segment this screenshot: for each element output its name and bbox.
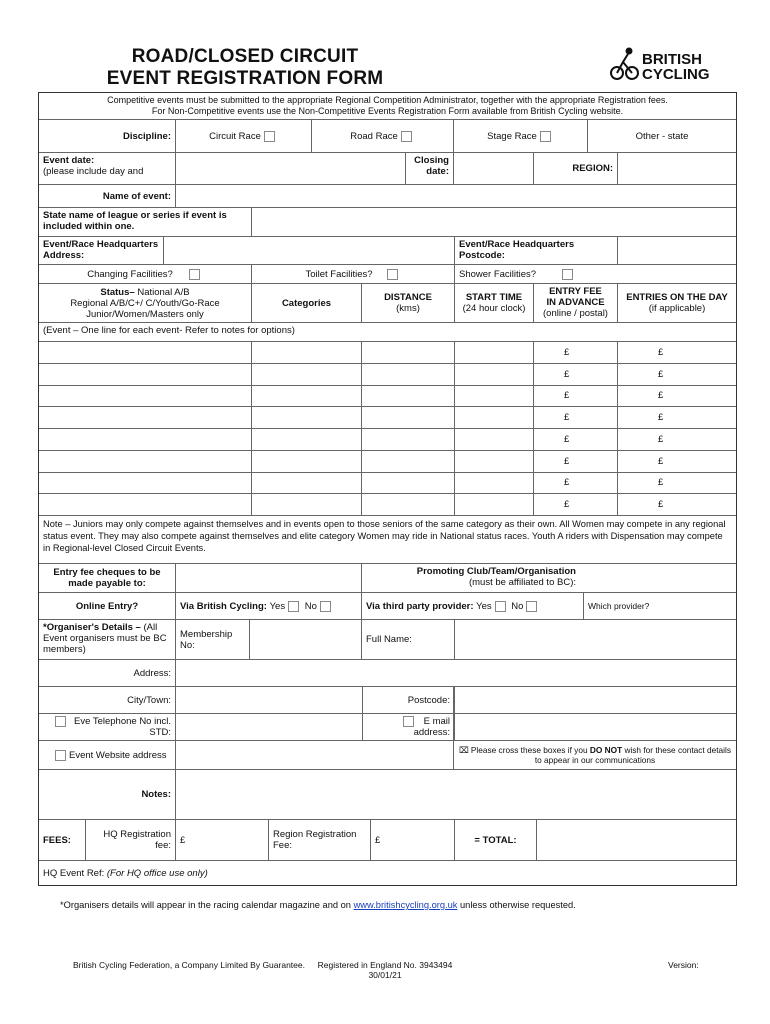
cross-box-icon: ⌧ xyxy=(459,745,469,755)
via-third-yes-label: Yes xyxy=(476,600,492,612)
stage-race-option[interactable] xyxy=(454,120,588,152)
organiser-label xyxy=(39,620,176,659)
junior-women-note: Note – Juniors may only compete against themselves and in events open to those seniors of the same category as their own. All Women may compete in any regional status event. They may also compete against themselves and elite category Women may ride in National status races. Youth A riders with Dispensation may compete in Regional-level Closed Circuit Events. xyxy=(43,519,726,553)
status-input[interactable] xyxy=(39,473,252,494)
entries-day-title: ENTRIES ON THE DAY xyxy=(626,292,728,303)
organiser-hint: (All Event organisers must be BC members) xyxy=(43,622,167,655)
hq-ref-sub: (For HQ office use only) xyxy=(106,867,208,879)
title-line-1: ROAD/CLOSED CIRCUIT xyxy=(131,46,359,67)
logo-text-1: BRITISH xyxy=(642,51,702,68)
events-table-header xyxy=(39,284,736,323)
via-bc-yes-label: Yes xyxy=(269,600,286,612)
membership-label: Membership No: xyxy=(176,620,250,659)
table-row xyxy=(39,451,736,473)
form-title xyxy=(60,46,430,90)
start-time-unit: (24 hour clock) xyxy=(462,303,526,314)
website-checkbox[interactable] xyxy=(55,750,66,761)
league-label: State name of league or series if event is included within one. xyxy=(39,208,252,236)
cyclist-icon xyxy=(611,49,638,80)
entries-day-input[interactable]: £ xyxy=(658,499,664,511)
status-title: Status– xyxy=(100,287,135,298)
status-input[interactable] xyxy=(39,494,252,515)
entries-day-input[interactable]: £ xyxy=(658,477,664,489)
organiser-row xyxy=(39,620,736,660)
closing-date-input[interactable] xyxy=(454,153,534,184)
email-label xyxy=(362,714,455,740)
full-name-input[interactable] xyxy=(455,620,736,659)
table-row xyxy=(39,386,736,408)
categories-input[interactable] xyxy=(252,429,362,450)
via-bc-option xyxy=(176,593,362,619)
promoting-club-field[interactable] xyxy=(362,564,736,592)
entry-fee-header xyxy=(534,284,618,322)
which-provider-field[interactable]: Which provider? xyxy=(588,600,650,611)
via-bc-no-checkbox[interactable] xyxy=(320,601,331,612)
start-time-input[interactable] xyxy=(455,494,534,515)
toilet-facilities-option[interactable] xyxy=(252,265,455,283)
distance-unit: (kms) xyxy=(396,303,420,314)
start-time-input[interactable] xyxy=(455,429,534,450)
footer-version: Version: xyxy=(668,960,699,970)
changing-facilities-label: Changing Facilities? xyxy=(87,268,173,280)
cheques-row xyxy=(39,564,736,593)
event-date-row xyxy=(39,153,736,185)
table-row xyxy=(39,407,736,429)
start-time-input[interactable] xyxy=(455,451,534,472)
phone-checkbox[interactable] xyxy=(55,716,66,727)
distance-input[interactable] xyxy=(362,451,455,472)
online-entry-row xyxy=(39,593,736,620)
online-entry-label: Online Entry? xyxy=(39,593,176,619)
fees-row xyxy=(39,820,736,861)
distance-title: DISTANCE xyxy=(384,292,432,303)
table-row xyxy=(39,342,736,364)
email-checkbox[interactable] xyxy=(403,716,414,727)
email-input[interactable] xyxy=(455,714,736,740)
discipline-row xyxy=(39,120,736,153)
entry-fee-input[interactable]: £ xyxy=(534,386,618,407)
categories-header: Categories xyxy=(252,284,362,322)
categories-input[interactable] xyxy=(252,342,362,363)
events-note-row xyxy=(39,323,736,342)
discipline-label: Discipline: xyxy=(39,120,176,152)
categories-input[interactable] xyxy=(252,473,362,494)
hq-ref-label: HQ Event Ref: xyxy=(43,867,105,879)
categories-input[interactable] xyxy=(252,494,362,515)
entry-fee-input[interactable]: £ xyxy=(534,451,618,472)
event-name-label: Name of event: xyxy=(39,185,176,207)
categories-input[interactable] xyxy=(252,364,362,385)
event-date-hint: (please include day and xyxy=(43,166,144,177)
british-cycling-link[interactable]: www.britishcycling.org.uk xyxy=(353,900,458,910)
address-input[interactable] xyxy=(176,660,736,686)
email-label-text: E mail address: xyxy=(413,716,450,738)
start-time-input[interactable] xyxy=(455,342,534,363)
entry-fee-input[interactable]: £ xyxy=(534,342,618,363)
entry-fee-input[interactable]: £ xyxy=(534,494,618,515)
region-fee-input[interactable] xyxy=(371,820,455,860)
intro-line-2: For Non-Competitive events use the Non-Competitive Events Registration Form available from British Cycling website. xyxy=(151,106,624,116)
footnote xyxy=(60,900,576,910)
membership-input[interactable] xyxy=(250,620,362,659)
entry-fee-line-1: ENTRY FEE xyxy=(549,286,602,297)
league-input[interactable] xyxy=(252,208,736,236)
closing-date-word: date: xyxy=(426,166,449,177)
start-time-input[interactable] xyxy=(455,407,534,428)
status-input[interactable] xyxy=(39,364,252,385)
status-input[interactable] xyxy=(39,407,252,428)
footer-company: British Cycling Federation, a Company Limited By Guarantee. xyxy=(73,960,305,970)
distance-header xyxy=(362,284,455,322)
start-time-input[interactable] xyxy=(455,473,534,494)
note-row xyxy=(39,516,736,564)
changing-facilities-checkbox[interactable] xyxy=(189,269,200,280)
cheques-payee-input[interactable] xyxy=(176,564,362,592)
notes-input[interactable] xyxy=(176,770,736,819)
address-label: Address: xyxy=(39,660,176,686)
notes-row xyxy=(39,770,736,820)
notes-label: Notes: xyxy=(39,770,176,819)
circuit-race-checkbox[interactable] xyxy=(264,131,275,142)
start-time-input[interactable] xyxy=(455,364,534,385)
phone-label xyxy=(39,714,176,740)
league-row xyxy=(39,208,736,237)
entry-fee-input[interactable]: £ xyxy=(534,407,618,428)
categories-input[interactable] xyxy=(252,386,362,407)
footer-date: 30/01/21 xyxy=(368,970,402,980)
footnote-pre: *Organisers details will appear in the racing calendar magazine and on xyxy=(60,900,351,910)
start-time-header xyxy=(455,284,534,322)
hq-fee-input[interactable] xyxy=(176,820,269,860)
entries-day-header xyxy=(618,284,736,322)
entries-day-input[interactable]: £ xyxy=(658,433,664,445)
distance-input[interactable] xyxy=(362,364,455,385)
phone-row xyxy=(39,714,736,741)
distance-input[interactable] xyxy=(362,342,455,363)
title-line-2: EVENT REGISTRATION FORM xyxy=(106,68,384,89)
via-third-option xyxy=(362,593,584,619)
toilet-facilities-label: Toilet Facilities? xyxy=(305,268,373,280)
footer-registered-text: Registered in England No. 3943494 xyxy=(317,960,453,970)
road-race-option[interactable] xyxy=(312,120,454,152)
event-date-label xyxy=(39,153,176,184)
shower-facilities-checkbox[interactable] xyxy=(562,269,573,280)
toilet-facilities-checkbox[interactable] xyxy=(387,269,398,280)
start-time-input[interactable] xyxy=(455,386,534,407)
status-input[interactable] xyxy=(39,429,252,450)
events-note: (Event – One line for each event- Refer to notes for options) xyxy=(43,325,295,336)
entries-day-input[interactable]: £ xyxy=(658,368,664,380)
distance-input[interactable] xyxy=(362,407,455,428)
fees-label: FEES: xyxy=(39,820,86,860)
hq-postcode-input[interactable] xyxy=(618,237,736,264)
entries-day-sub: (if applicable) xyxy=(648,303,706,314)
categories-input[interactable] xyxy=(252,407,362,428)
entries-day-input[interactable]: £ xyxy=(658,412,664,424)
entries-day-input[interactable]: £ xyxy=(658,346,664,358)
via-bc-label: Via British Cycling: xyxy=(180,600,267,612)
distance-input[interactable] xyxy=(362,494,455,515)
closing-label: Closing xyxy=(414,155,449,166)
city-label: City/Town: xyxy=(39,687,176,713)
road-race-label: Road Race xyxy=(350,130,398,142)
entry-fee-line-2: IN ADVANCE xyxy=(546,297,605,308)
distance-input[interactable] xyxy=(362,429,455,450)
event-date-input[interactable] xyxy=(176,153,406,184)
hq-fee-label: HQ Registration fee: xyxy=(86,820,176,860)
organiser-title: *Organiser's Details – xyxy=(43,622,141,633)
circuit-race-option[interactable] xyxy=(176,120,312,152)
footer-registered xyxy=(305,960,465,980)
full-name-label: Full Name: xyxy=(362,620,455,659)
status-line-3: Junior/Women/Masters only xyxy=(86,309,204,320)
closing-date-label xyxy=(406,153,454,184)
hq-row xyxy=(39,237,736,265)
via-bc-yes-checkbox[interactable] xyxy=(288,601,299,612)
website-input[interactable] xyxy=(176,741,454,769)
facilities-row xyxy=(39,265,736,284)
phone-label-text: Eve Telephone No incl. STD: xyxy=(74,716,171,738)
via-third-yes-checkbox[interactable] xyxy=(495,601,506,612)
other-discipline-field[interactable]: Other - state xyxy=(635,130,689,142)
region-input[interactable] xyxy=(618,153,736,184)
website-row xyxy=(39,741,736,770)
hq-address-input[interactable] xyxy=(164,237,455,264)
stage-race-label: Stage Race xyxy=(487,130,537,142)
event-name-input[interactable] xyxy=(176,185,736,207)
address-row xyxy=(39,660,736,687)
via-third-no-label: No xyxy=(511,600,524,612)
region-fee-currency: £ xyxy=(375,834,381,846)
city-row xyxy=(39,687,736,714)
via-bc-no-label: No xyxy=(304,600,317,612)
table-row xyxy=(39,364,736,386)
table-row xyxy=(39,494,736,516)
registration-form xyxy=(38,92,737,886)
entries-day-input[interactable]: £ xyxy=(658,455,664,467)
event-name-row xyxy=(39,185,736,208)
logo-text-2: CYCLING xyxy=(642,66,710,82)
status-input[interactable] xyxy=(39,451,252,472)
entry-fee-input[interactable]: £ xyxy=(534,429,618,450)
start-time-title: START TIME xyxy=(465,292,523,303)
notice-pre: Please cross these boxes if you xyxy=(470,745,588,755)
website-label xyxy=(39,741,176,769)
distance-input[interactable] xyxy=(362,386,455,407)
table-row xyxy=(39,429,736,451)
shower-facilities-option[interactable] xyxy=(455,265,736,283)
postcode-label: Postcode: xyxy=(362,687,455,713)
changing-facilities-option[interactable] xyxy=(39,265,252,283)
via-third-label: Via third party provider: xyxy=(366,600,474,612)
intro-line-1: Competitive events must be submitted to the appropriate Regional Competition Administrator, together with the appropriate Registration fees. xyxy=(107,95,668,105)
entry-fee-input[interactable]: £ xyxy=(534,364,618,385)
total-label: = TOTAL: xyxy=(455,820,537,860)
intro-row xyxy=(39,93,736,120)
total-input[interactable] xyxy=(537,820,736,860)
status-input[interactable] xyxy=(39,342,252,363)
distance-input[interactable] xyxy=(362,473,455,494)
stage-race-checkbox[interactable] xyxy=(540,131,551,142)
circuit-race-label: Circuit Race xyxy=(209,130,261,142)
status-line-1: National A/B xyxy=(137,287,190,298)
footnote-post: unless otherwise requested. xyxy=(460,900,576,910)
hq-ref xyxy=(39,861,736,885)
hq-address-label: Event/Race Headquarters Address: xyxy=(39,237,164,264)
road-race-checkbox[interactable] xyxy=(401,131,412,142)
via-third-no-checkbox[interactable] xyxy=(526,601,537,612)
entry-fee-line-3: (online / postal) xyxy=(543,308,608,319)
entry-fee-input[interactable]: £ xyxy=(534,473,618,494)
website-label-text: Event Website address xyxy=(69,749,167,761)
status-header xyxy=(39,284,252,322)
hq-ref-row xyxy=(39,861,736,885)
shower-facilities-label: Shower Facilities? xyxy=(459,268,537,280)
region-fee-label: Region Registration Fee: xyxy=(269,820,371,860)
hq-fee-currency: £ xyxy=(180,834,186,846)
entries-day-input[interactable]: £ xyxy=(658,390,664,402)
region-label: REGION: xyxy=(534,153,618,184)
promoting-club-sub: (must be affiliated to BC): xyxy=(468,577,576,588)
status-line-2: Regional A/B/C+/ C/Youth/Go-Race xyxy=(70,298,220,309)
contact-notice xyxy=(454,741,736,769)
notice-post: wish for these contact details to appear in our communications xyxy=(534,745,731,765)
hq-postcode-label: Event/Race Headquarters Postcode: xyxy=(455,237,618,264)
event-date-title: Event date: xyxy=(43,155,95,166)
postcode-input[interactable] xyxy=(455,687,736,713)
categories-input[interactable] xyxy=(252,451,362,472)
british-cycling-logo xyxy=(608,46,733,82)
notice-bold: DO NOT xyxy=(589,745,623,755)
table-row xyxy=(39,473,736,495)
promoting-club-label: Promoting Club/Team/Organisation xyxy=(416,566,576,577)
cheques-label: Entry fee cheques to be made payable to: xyxy=(39,564,176,592)
status-input[interactable] xyxy=(39,386,252,407)
